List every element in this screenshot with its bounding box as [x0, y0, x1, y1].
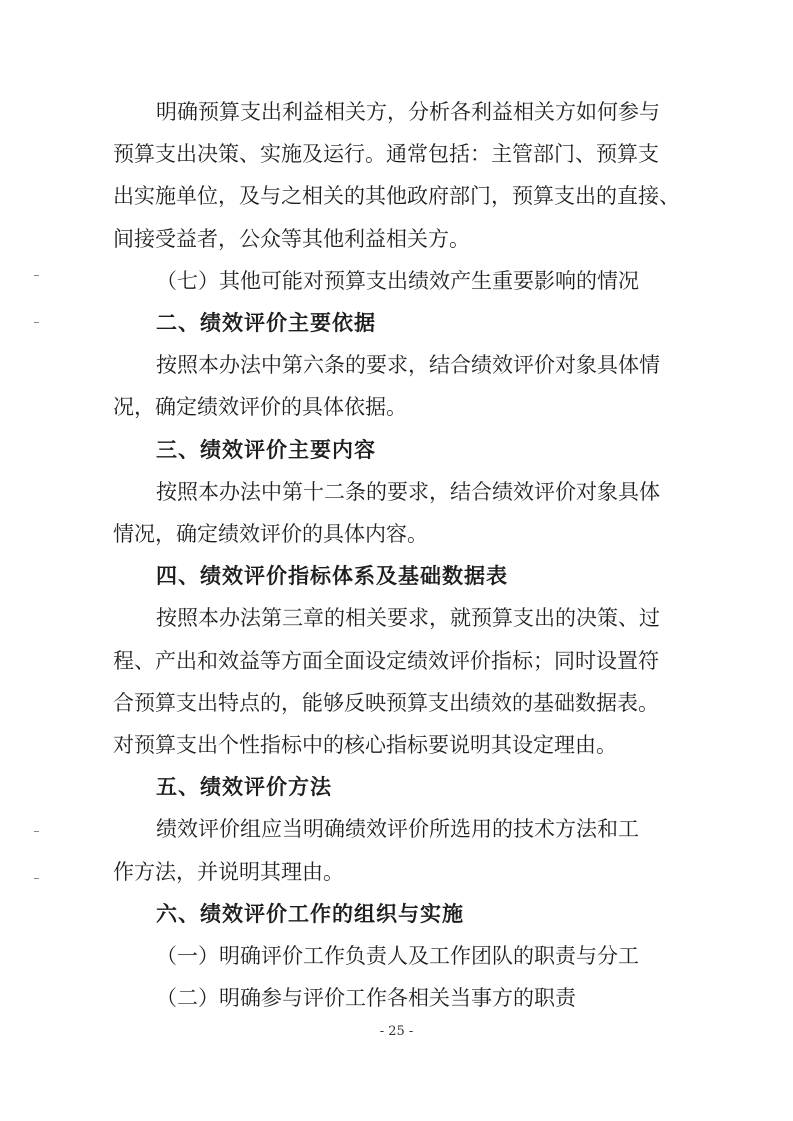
paragraph-line: 预算支出决策、实施及运行。通常包括：主管部门、预算支 [113, 142, 659, 167]
section-heading: 五、绩效评价方法 [156, 775, 332, 800]
paragraph-line: 按照本办法第三章的相关要求，就预算支出的决策、过 [156, 606, 660, 631]
section-heading: 四、绩效评价指标体系及基础数据表 [156, 564, 508, 589]
margin-mark [34, 831, 39, 832]
paragraph-line: 间接受益者，公众等其他利益相关方。 [113, 226, 470, 251]
subsection-heading: （二）明确参与评价工作各相关当事方的职责 [156, 986, 576, 1011]
margin-mark [34, 878, 39, 879]
section-heading: 二、绩效评价主要依据 [156, 311, 376, 335]
margin-mark [34, 322, 39, 323]
page-number: - 25 - [379, 1024, 414, 1040]
paragraph-line: 程、产出和效益等方面全面设定绩效评价指标；同时设置符 [113, 648, 659, 673]
paragraph-line: 绩效评价组应当明确绩效评价所选用的技术方法和工 [156, 817, 639, 842]
paragraph-line: 按照本办法中第十二条的要求，结合绩效评价对象具体 [156, 479, 660, 504]
paragraph-line: 对预算支出个性指标中的核心指标要说明其设定理由。 [113, 733, 617, 757]
section-heading: 六、绩效评价工作的组织与实施 [156, 901, 464, 926]
section-heading: 三、绩效评价主要内容 [156, 437, 376, 462]
subsection-heading: （七）其他可能对预算支出绩效产生重要影响的情况 [156, 268, 639, 293]
paragraph-line: 作方法，并说明其理由。 [113, 859, 344, 884]
paragraph-line: 按照本办法中第六条的要求，结合绩效评价对象具体情 [156, 353, 660, 378]
subsection-heading: （一）明确评价工作负责人及工作团队的职责与分工 [156, 944, 639, 968]
paragraph-line: 情况，确定绩效评价的具体内容。 [113, 522, 428, 546]
paragraph-line: 合预算支出特点的，能够反映预算支出绩效的基础数据表。 [113, 690, 659, 715]
margin-mark [34, 275, 39, 276]
paragraph-line: 出实施单位，及与之相关的其他政府部门，预算支出的直接、 [113, 184, 680, 209]
paragraph-line: 明确预算支出利益相关方，分析各利益相关方如何参与 [156, 100, 660, 124]
paragraph-line: 况，确定绩效评价的具体依据。 [113, 395, 407, 420]
